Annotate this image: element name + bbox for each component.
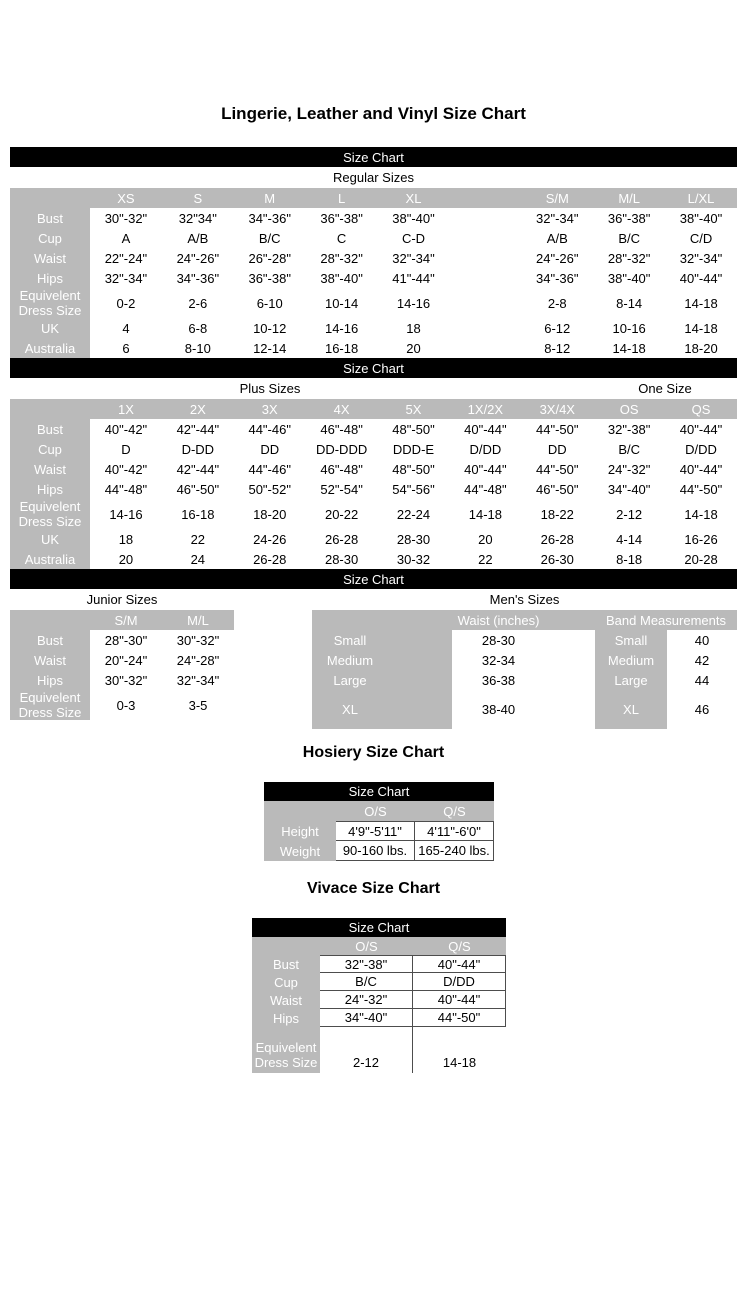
col-header: S/M	[521, 188, 593, 208]
cell-value: 18-20	[234, 499, 306, 529]
cell-value: 22	[162, 529, 234, 549]
one-size-title: One Size	[638, 381, 692, 396]
vivace-chart-title: Vivace Size Chart	[306, 880, 441, 897]
cell-value	[449, 208, 521, 228]
cell-value: 34"-36"	[521, 268, 593, 288]
cell-value: 3-5	[162, 690, 234, 720]
spacer-cell	[545, 670, 595, 690]
col-header: S	[162, 188, 234, 208]
cell-value: 0-3	[90, 690, 162, 720]
row-label: Equivelent Dress Size	[10, 288, 90, 318]
row-label: Waist	[10, 459, 90, 479]
cell-value: 20-22	[306, 499, 378, 529]
row-label: Equivelent Dress Size	[10, 690, 90, 720]
table-row	[10, 268, 737, 288]
table-row	[10, 630, 234, 650]
table-row	[10, 248, 737, 268]
mens-sizes-table	[312, 610, 737, 729]
col-header	[10, 399, 90, 419]
cell-value: 32-34	[452, 650, 545, 670]
cell-value: 24	[162, 549, 234, 569]
cell-value: 34"-36"	[162, 268, 234, 288]
row-label: Bust	[10, 208, 90, 228]
size-chart-bar: Size Chart	[10, 569, 737, 589]
col-header: M	[234, 188, 306, 208]
row-label: Medium	[595, 650, 667, 670]
cell-value: 30-32	[378, 549, 450, 569]
cell-value: 44"-48"	[449, 479, 521, 499]
cell-value: 20-28	[665, 549, 737, 569]
table-row	[10, 670, 234, 690]
cell-value: 38-40	[452, 690, 545, 729]
cell-value: 8-14	[593, 288, 665, 318]
cell-value: 20"-24"	[90, 650, 162, 670]
cell-value	[449, 248, 521, 268]
cell-value: 20	[378, 338, 450, 358]
cell-value: 44"-46"	[234, 419, 306, 439]
junior-sizes-table	[10, 610, 234, 729]
cell-value: 24"-26"	[521, 248, 593, 268]
row-label: Waist	[252, 991, 320, 1009]
cell-value: DD	[521, 439, 593, 459]
cell-value: A/B	[162, 228, 234, 248]
size-chart-bar: Size Chart	[10, 147, 737, 167]
cell-value: 26-28	[521, 529, 593, 549]
row-label: Equivelent Dress Size	[10, 499, 90, 529]
cell-value	[449, 338, 521, 358]
table-row	[10, 208, 737, 228]
size-chart-bar: Size Chart	[252, 918, 506, 937]
row-label: Bust	[252, 955, 320, 973]
row-label: Australia	[10, 549, 90, 569]
cell-value: C-D	[378, 228, 450, 248]
cell-value: 14-16	[306, 318, 378, 338]
table-row	[10, 499, 737, 529]
col-header: OS	[593, 399, 665, 419]
cell-value: 10-14	[306, 288, 378, 318]
cell-value: 40	[667, 630, 737, 650]
cell-value: 24"-26"	[162, 248, 234, 268]
row-label: Large	[595, 670, 667, 690]
cell-value	[413, 1027, 506, 1040]
cell-value: B/C	[234, 228, 306, 248]
row-label: UK	[10, 529, 90, 549]
cell-value: 6	[90, 338, 162, 358]
page-title: Lingerie, Leather and Vinyl Size Chart	[221, 104, 526, 123]
cell-value: 44"-48"	[90, 479, 162, 499]
cell-value: DD	[234, 439, 306, 459]
cell-value: 54"-56"	[378, 479, 450, 499]
cell-value: 28-30	[306, 549, 378, 569]
table-row	[10, 690, 234, 720]
table-row	[10, 549, 737, 569]
cell-value: 40"-44"	[665, 419, 737, 439]
hosiery-table	[264, 782, 494, 861]
row-label: Waist	[10, 650, 90, 670]
cell-value: 24-26	[234, 529, 306, 549]
cell-value: 14-16	[378, 288, 450, 318]
regular-sizes-title: Regular Sizes	[333, 170, 414, 185]
row-label: Cup	[10, 439, 90, 459]
cell-value: 42"-44"	[162, 419, 234, 439]
col-header: Q/S	[413, 937, 506, 955]
col-header: L	[306, 188, 378, 208]
cell-value: 41"-44"	[378, 268, 450, 288]
cell-value	[449, 228, 521, 248]
cell-value: 16-18	[162, 499, 234, 529]
cell-value: 32"-38"	[593, 419, 665, 439]
cell-value: 24"-32"	[593, 459, 665, 479]
row-label: Medium	[312, 650, 452, 670]
col-header: Waist (inches)	[452, 610, 545, 630]
row-label: Cup	[10, 228, 90, 248]
row-label: Small	[312, 630, 452, 650]
col-header: 4X	[306, 399, 378, 419]
cell-value: 8-10	[162, 338, 234, 358]
row-label: Small	[595, 630, 667, 650]
cell-value: 40"-44"	[413, 955, 506, 973]
cell-value: 12-14	[234, 338, 306, 358]
cell-value: 40"-42"	[90, 459, 162, 479]
col-header: XS	[90, 188, 162, 208]
row-label: Weight	[264, 841, 336, 861]
cell-value: 14-16	[90, 499, 162, 529]
table-row	[252, 973, 506, 991]
cell-value: 40"-42"	[90, 419, 162, 439]
cell-value: 48"-50"	[378, 459, 450, 479]
cell-value: 2-12	[593, 499, 665, 529]
mens-sizes-title: Men's Sizes	[489, 592, 560, 607]
cell-value: 14-18	[665, 499, 737, 529]
size-chart-bar: Size Chart	[10, 358, 737, 378]
cell-value: 34"-36"	[234, 208, 306, 228]
cell-value: C	[306, 228, 378, 248]
cell-value: 44"-50"	[521, 419, 593, 439]
table-row	[252, 991, 506, 1009]
cell-value: C/D	[665, 228, 737, 248]
vivace-table	[252, 918, 506, 1073]
col-header	[10, 188, 90, 208]
cell-value: 30"-32"	[90, 670, 162, 690]
table-row	[10, 439, 737, 459]
col-header	[545, 610, 595, 630]
cell-value: D/DD	[665, 439, 737, 459]
cell-value: 2-8	[521, 288, 593, 318]
header-row	[312, 610, 737, 630]
cell-value: 10-16	[593, 318, 665, 338]
col-header: L/XL	[665, 188, 737, 208]
junior-sizes-title: Junior Sizes	[86, 592, 158, 607]
hosiery-grid	[264, 801, 494, 861]
row-label	[252, 1027, 320, 1040]
col-header: O/S	[336, 801, 415, 821]
cell-value: 18	[378, 318, 450, 338]
cell-value: 18-20	[665, 338, 737, 358]
row-label: XL	[312, 690, 452, 729]
cell-value: 30"-32"	[90, 208, 162, 228]
header-row	[10, 188, 737, 208]
col-header: M/L	[162, 610, 234, 630]
cell-value: 44"-50"	[413, 1009, 506, 1027]
cell-value: 38"-40"	[665, 208, 737, 228]
cell-value: 44"-50"	[521, 459, 593, 479]
cell-value: 28-30	[378, 529, 450, 549]
row-label: Australia	[10, 338, 90, 358]
table-row	[10, 288, 737, 318]
main-charts	[10, 147, 737, 729]
header-row	[264, 801, 494, 821]
cell-value: 18-22	[521, 499, 593, 529]
cell-value: 40"-44"	[449, 419, 521, 439]
row-label: Hips	[252, 1009, 320, 1027]
col-header: O/S	[320, 937, 413, 955]
hosiery-chart-title: Hosiery Size Chart	[302, 744, 445, 761]
cell-value: 34"-40"	[593, 479, 665, 499]
row-label: Hips	[10, 670, 90, 690]
spacer-cell	[545, 630, 595, 650]
cell-value: 8-18	[593, 549, 665, 569]
col-header: 5X	[378, 399, 450, 419]
cell-value: 8-12	[521, 338, 593, 358]
cell-value: 4'9"-5'11"	[336, 821, 415, 841]
cell-value: 2-12	[320, 1040, 413, 1073]
table-row	[252, 1040, 506, 1073]
col-header	[264, 801, 336, 821]
cell-value: 28"-30"	[90, 630, 162, 650]
spacer-cell	[545, 650, 595, 670]
cell-value: 26-28	[234, 549, 306, 569]
cell-value	[449, 268, 521, 288]
size-chart-bar: Size Chart	[264, 782, 494, 801]
cell-value: 34"-40"	[320, 1009, 413, 1027]
cell-value: 42"-44"	[162, 459, 234, 479]
cell-value: 32"-34"	[521, 208, 593, 228]
cell-value: 42	[667, 650, 737, 670]
cell-value: 36-38	[452, 670, 545, 690]
table-row	[10, 479, 737, 499]
cell-value: 6-12	[521, 318, 593, 338]
col-header: 3X	[234, 399, 306, 419]
table-row	[252, 1009, 506, 1027]
table-row	[312, 650, 737, 670]
row-label: Hips	[10, 479, 90, 499]
cell-value: 14-18	[665, 318, 737, 338]
row-label: UK	[10, 318, 90, 338]
cell-value: 24"-32"	[320, 991, 413, 1009]
table-row	[10, 650, 234, 670]
table-row	[10, 338, 737, 358]
col-header: M/L	[593, 188, 665, 208]
header-row	[252, 937, 506, 955]
table-row	[10, 419, 737, 439]
table-row	[312, 670, 737, 690]
cell-value: A	[90, 228, 162, 248]
table-row	[312, 630, 737, 650]
cell-value: 4-14	[593, 529, 665, 549]
cell-value: 44"-46"	[234, 459, 306, 479]
row-label: Waist	[10, 248, 90, 268]
cell-value: 28"-32"	[593, 248, 665, 268]
cell-value: 22	[449, 549, 521, 569]
cell-value: 32"-34"	[378, 248, 450, 268]
cell-value: 46"-50"	[521, 479, 593, 499]
table-row	[10, 318, 737, 338]
cell-value: 4	[90, 318, 162, 338]
cell-value: 52"-54"	[306, 479, 378, 499]
cell-value: 14-18	[413, 1040, 506, 1073]
cell-value: 44	[667, 670, 737, 690]
cell-value: 46"-50"	[162, 479, 234, 499]
cell-value: 16-26	[665, 529, 737, 549]
header-row	[10, 399, 737, 419]
cell-value: B/C	[593, 228, 665, 248]
cell-value: 10-12	[234, 318, 306, 338]
cell-value: 20	[449, 529, 521, 549]
vivace-grid	[252, 937, 506, 1073]
row-label: Bust	[10, 419, 90, 439]
cell-value: 28-30	[452, 630, 545, 650]
cell-value: 14-18	[665, 288, 737, 318]
col-header: 1X/2X	[449, 399, 521, 419]
cell-value: D/DD	[413, 973, 506, 991]
col-header: Q/S	[415, 801, 494, 821]
cell-value: 90-160 lbs.	[336, 841, 415, 861]
cell-value: 30"-32"	[162, 630, 234, 650]
col-header	[312, 610, 452, 630]
col-header: XL	[378, 188, 450, 208]
cell-value: 20	[90, 549, 162, 569]
table-row	[252, 1027, 506, 1040]
col-header: 2X	[162, 399, 234, 419]
cell-value: 26-30	[521, 549, 593, 569]
cell-value	[320, 1027, 413, 1040]
cell-value: A/B	[521, 228, 593, 248]
cell-value: 6-10	[234, 288, 306, 318]
cell-value: 38"-40"	[378, 208, 450, 228]
row-label: Equivelent Dress Size	[252, 1040, 320, 1073]
cell-value: 32"-34"	[162, 670, 234, 690]
cell-value: 46"-48"	[306, 419, 378, 439]
cell-value: B/C	[320, 973, 413, 991]
cell-value: 18	[90, 529, 162, 549]
cell-value: 46"-48"	[306, 459, 378, 479]
cell-value: 22"-24"	[90, 248, 162, 268]
row-label: Height	[264, 821, 336, 841]
row-label: Bust	[10, 630, 90, 650]
cell-value: 28"-32"	[306, 248, 378, 268]
spacer-cell	[545, 690, 595, 729]
table-row	[252, 955, 506, 973]
cell-value: 48"-50"	[378, 419, 450, 439]
cell-value: 50"-52"	[234, 479, 306, 499]
table-row	[312, 690, 737, 729]
col-header: 3X/4X	[521, 399, 593, 419]
row-label: Hips	[10, 268, 90, 288]
cell-value: 36"-38"	[593, 208, 665, 228]
cell-value: 40"-44"	[413, 991, 506, 1009]
cell-value: 32"-34"	[665, 248, 737, 268]
cell-value: 24"-28"	[162, 650, 234, 670]
cell-value: 46	[667, 690, 737, 729]
cell-value: D/DD	[449, 439, 521, 459]
row-label: Cup	[252, 973, 320, 991]
header-row	[10, 610, 234, 630]
cell-value: DD-DDD	[306, 439, 378, 459]
col-header	[449, 188, 521, 208]
row-label: Large	[312, 670, 452, 690]
plus-one-size-titles	[10, 378, 737, 399]
row-label: XL	[595, 690, 667, 729]
plus-sizes-table	[10, 399, 737, 569]
cell-value: 22-24	[378, 499, 450, 529]
cell-value: 16-18	[306, 338, 378, 358]
cell-value: DDD-E	[378, 439, 450, 459]
cell-value: 14-18	[449, 499, 521, 529]
table-row	[10, 529, 737, 549]
cell-value	[449, 288, 521, 318]
regular-sizes-table	[10, 188, 737, 358]
col-header: QS	[665, 399, 737, 419]
col-header: S/M	[90, 610, 162, 630]
cell-value: 32"34"	[162, 208, 234, 228]
cell-value: 0-2	[90, 288, 162, 318]
cell-value: 26-28	[306, 529, 378, 549]
cell-value: 2-6	[162, 288, 234, 318]
cell-value: 38"-40"	[306, 268, 378, 288]
col-header: 1X	[90, 399, 162, 419]
cell-value: 165-240 lbs.	[415, 841, 494, 861]
cell-value: 36"-38"	[306, 208, 378, 228]
cell-value: 4'11"-6'0"	[415, 821, 494, 841]
cell-value: B/C	[593, 439, 665, 459]
cell-value: 44"-50"	[665, 479, 737, 499]
table-row	[10, 228, 737, 248]
cell-value: D	[90, 439, 162, 459]
cell-value: 26"-28"	[234, 248, 306, 268]
table-row	[10, 459, 737, 479]
col-header	[10, 610, 90, 630]
col-header	[252, 937, 320, 955]
cell-value: 40"-44"	[449, 459, 521, 479]
junior-mens-row	[10, 610, 737, 729]
plus-sizes-title: Plus Sizes	[239, 381, 301, 396]
cell-value	[449, 318, 521, 338]
table-row	[264, 841, 494, 861]
cell-value: 40"-44"	[665, 459, 737, 479]
cell-value: 32"-34"	[90, 268, 162, 288]
col-header: Band Measurements	[595, 610, 737, 630]
cell-value: 38"-40"	[593, 268, 665, 288]
cell-value: D-DD	[162, 439, 234, 459]
cell-value: 36"-38"	[234, 268, 306, 288]
junior-mens-titles	[10, 589, 737, 610]
cell-value: 14-18	[593, 338, 665, 358]
cell-value: 6-8	[162, 318, 234, 338]
table-row	[264, 821, 494, 841]
cell-value: 40"-44"	[665, 268, 737, 288]
cell-value: 32"-38"	[320, 955, 413, 973]
